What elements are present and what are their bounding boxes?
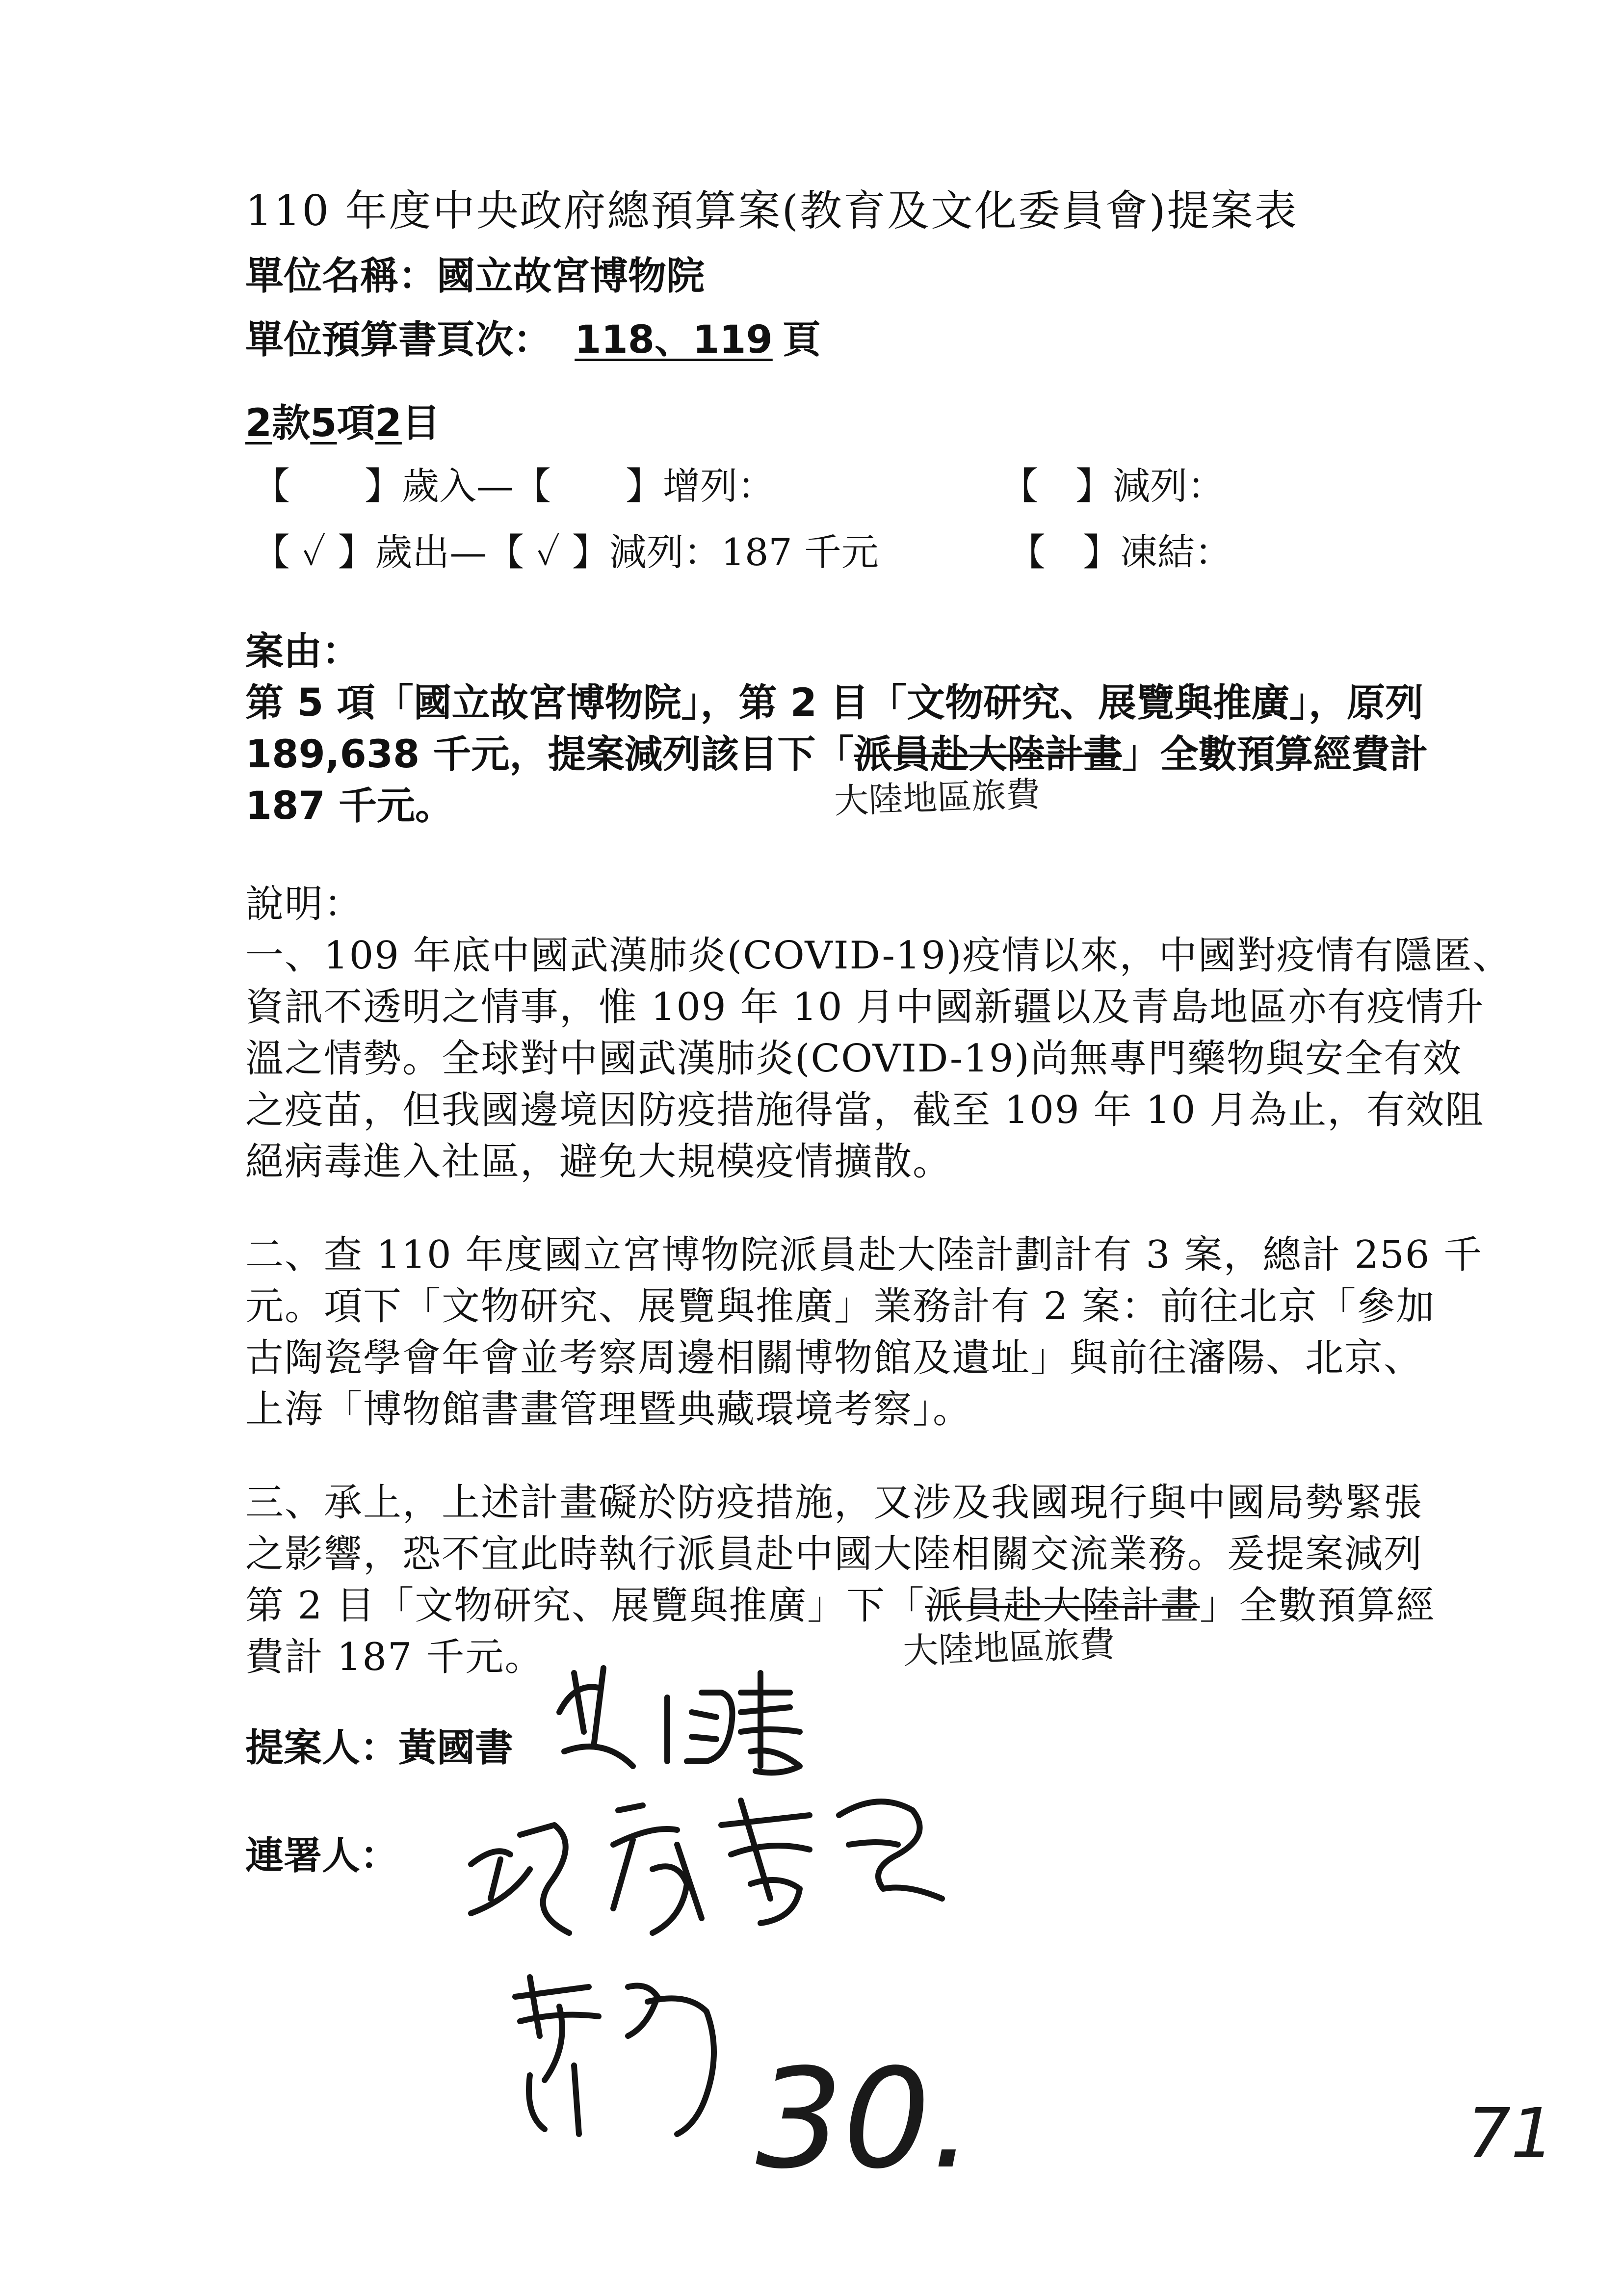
proposer-name: 黃國書 <box>398 1726 514 1770</box>
item-code <box>245 392 440 447</box>
cosigner-label: 連署人： <box>245 1834 399 1878</box>
reduce-amount-label: 減列：187 千元 <box>609 530 879 574</box>
explanation-p3-line <box>245 1575 1435 1630</box>
proposer-label: 提案人： <box>245 1726 399 1770</box>
explanation-p3-line: 費計 187 千元。 <box>245 1635 544 1679</box>
handwritten-count: 30. <box>756 2039 974 2199</box>
reason-line-3: 187 千元。 <box>245 784 453 828</box>
struck-text: 派員赴大陸計畫 <box>925 1584 1200 1628</box>
reason-line-1: 第 5 項「國立故宮博物院」，第 2 目「文物研究、展覽與推廣」，原列 <box>245 681 1424 725</box>
unit-name-row <box>245 245 705 300</box>
kuan-label: 款 <box>272 401 311 445</box>
explanation-p3-line: 之影響，恐不宜此時執行派員赴中國大陸相關交流業務。爰提案減列 <box>245 1532 1423 1576</box>
explanation-p2-line: 上海「博物館書畫管理暨典藏環境考察」。 <box>245 1387 972 1432</box>
revenue-label: 歲入— <box>402 464 514 508</box>
checkbox-reduce-revenue <box>1001 456 1225 510</box>
reason-label: 案由： <box>245 629 361 674</box>
explanation-p2-line: 二、查 110 年度國立宮博物院派員赴大陸計劃計有 3 案，總計 256 千 <box>245 1233 1483 1277</box>
explanation-p2-line: 元。項下「文物研究、展覽與推廣」業務計有 2 案：前往北京「參加 <box>245 1284 1436 1329</box>
handwritten-correction: 大陸地區旅費 <box>902 1623 1116 1672</box>
explanation-p1-line: 資訊不透明之情事，惟 109 年 10 月中國新疆以及青島地區亦有疫情升 <box>245 985 1485 1029</box>
xiang-label: 項 <box>337 401 375 445</box>
increase-label: 增列： <box>663 464 775 508</box>
freeze-checkbox: 【 】 <box>1008 530 1120 574</box>
budget-pages-row <box>245 309 821 364</box>
unit-label: 單位名稱： <box>245 254 437 298</box>
expenditure-label: 歲出— <box>375 530 487 574</box>
reason-line-2-start: 189,638 千元，提案減列該目下「 <box>245 732 854 777</box>
handwritten-page-number: 71 <box>1467 2094 1555 2174</box>
reduce-amount-checkbox: 【 ✓ 】 <box>487 530 609 574</box>
form-title: 110 年度中央政府總預算案(教育及文化委員會)提案表 <box>245 186 1298 235</box>
checkbox-freeze <box>1008 522 1232 576</box>
explanation-p3-line: 三、承上，上述計畫礙於防疫措施，又涉及我國現行與中國局勢緊張 <box>245 1481 1423 1525</box>
reason-line-2-end: 」全數預算經費計 <box>1122 732 1428 777</box>
freeze-label: 凍結： <box>1120 530 1232 574</box>
explanation-p1-line: 絕病毒進入社區，避免大規模疫情擴散。 <box>245 1140 952 1184</box>
explanation-label: 說明： <box>245 882 364 926</box>
mu-label: 目 <box>401 401 440 445</box>
explanation-p1-line: 溫之情勢。全球對中國武漢肺炎(COVID-19)尚無專門藥物與安全有效 <box>245 1037 1462 1081</box>
p3-line-start: 第 2 目「文物研究、展覽與推廣」下「 <box>245 1584 925 1628</box>
revenue-checkbox: 【 】 <box>253 464 402 508</box>
explanation-p1-line: 一、109 年底中國武漢肺炎(COVID-19)疫情以來，中國對疫情有隱匿、 <box>245 934 1512 978</box>
reason-line-2 <box>245 724 1428 779</box>
kuan-number: 2 <box>245 401 272 445</box>
struck-text: 派員赴大陸計畫 <box>854 732 1122 777</box>
checkbox-row-expenditure <box>253 522 879 576</box>
cosigner-signature <box>500 1967 756 2154</box>
pages-label: 單位預算書頁次： <box>245 318 552 362</box>
reduce-label: 減列： <box>1113 464 1225 508</box>
unit-name: 國立故宮博物院 <box>437 254 705 298</box>
explanation-p2-line: 古陶瓷學會年會並考察周邊相關博物館及遺址」與前往瀋陽、北京、 <box>245 1336 1423 1380</box>
proposer-row <box>245 1717 513 1772</box>
explanation-p1-line: 之疫苗，但我國邊境因防疫措施得當，截至 109 年 10 月為止，有效阻 <box>245 1088 1485 1132</box>
xiang-number: 5 <box>310 401 337 445</box>
expenditure-checkbox: 【 ✓ 】 <box>253 530 375 574</box>
proposer-signature <box>545 1653 849 1781</box>
mu-number: 2 <box>375 401 402 445</box>
p3-line-end: 」全數預算經 <box>1200 1584 1436 1628</box>
pages-value: 118、119 <box>575 318 773 362</box>
checkbox-row-revenue <box>253 456 775 510</box>
handwritten-correction: 大陸地區旅費 <box>833 774 1041 822</box>
reduce-checkbox: 【 】 <box>1001 464 1113 508</box>
pages-suffix: 頁 <box>782 318 821 362</box>
increase-checkbox: 【 】 <box>514 464 663 508</box>
